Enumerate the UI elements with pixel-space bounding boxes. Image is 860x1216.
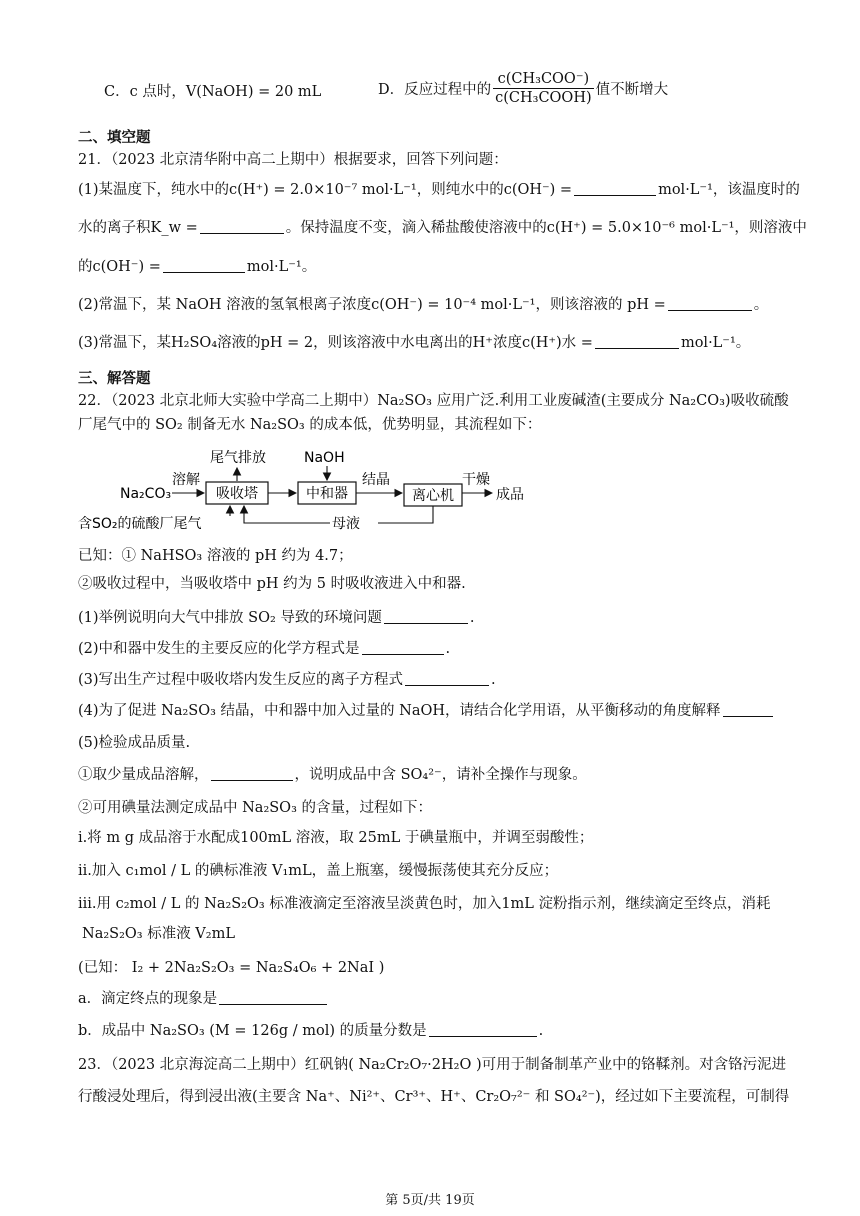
mother-liquor-return <box>378 506 433 523</box>
answer-blank[interactable] <box>723 702 773 717</box>
q22-qb-tail: . <box>538 1023 544 1039</box>
answer-blank[interactable] <box>668 296 752 311</box>
q22-part1 <box>78 608 475 628</box>
q22-part2 <box>78 639 450 659</box>
q22-step-iii-cont: Na₂S₂O₃ 标准液 V₂mL <box>82 926 235 942</box>
q22-question-a <box>78 989 329 1009</box>
option-d-suffix: 值不断增大 <box>595 82 669 98</box>
q21-p1c-unit: mol·L⁻¹。 <box>246 259 317 275</box>
option-d-fraction <box>493 70 594 107</box>
q21-p1c-text: 的c(OH⁻) = <box>78 259 161 275</box>
q21-title: 21．（2023 北京清华附中高二上期中）根据要求，回答下列问题： <box>78 152 508 168</box>
q22-step-ii: ii.加入 c₁mol / L 的碘标准液 V₁mL，盖上瓶塞，缓慢振荡使其充分反应； <box>78 863 559 879</box>
section-heading-answer: 三、解答题 <box>78 370 151 387</box>
q22-p3-text: (3)写出生产过程中吸收塔内发生反应的离子方程式 <box>78 672 404 688</box>
q22-part4 <box>78 701 775 721</box>
q22-part5-1 <box>78 765 587 785</box>
so2-gas-label: 含SO₂的硫酸厂尾气 <box>78 516 202 532</box>
option-d-prefix: D．反应过程中的 <box>378 82 492 98</box>
q21-p1b-text: 水的离子积K_w = <box>78 220 198 236</box>
q22-part3 <box>78 670 496 690</box>
fraction-denominator: c(CH₃COOH) <box>495 90 592 106</box>
answer-blank[interactable] <box>219 990 327 1005</box>
absorber-label: 吸收塔 <box>216 486 258 502</box>
page-footer: 第 5页/共 19页 <box>385 1193 475 1208</box>
answer-blank[interactable] <box>211 766 293 781</box>
na2co3-label: Na₂CO₃ <box>120 486 172 502</box>
q22-p1-tail: . <box>469 610 475 626</box>
arrow-mother-liquor-to-absorber <box>244 506 330 523</box>
q23-line1: 23．（2023 北京海淀高二上期中）红矾钠( Na₂Cr₂O₇·2H₂O )可用于制备制革产业中的铬鞣剂。对含铬污泥进 <box>78 1057 787 1073</box>
q21-part3 <box>78 333 750 353</box>
q21-p2-text: (2)常温下，某 NaOH 溶液的氢氧根离子浓度c(OH⁻) = 10⁻⁴ mol·L⁻¹，则该溶液的 pH = <box>78 297 666 313</box>
q23-line2: 行酸浸处理后，得到浸出液(主要含 Na⁺、Ni²⁺、Cr³⁺、H⁺、Cr₂O₇²⁻ 和 SO₄²⁻)，经过如下主要流程，可制得 <box>78 1089 790 1105</box>
q22-step-i: i.将 m g 成品溶于水配成100mL 溶液，取 25mL 于碘量瓶中，并调至弱酸性； <box>78 830 594 846</box>
q22-given: (已知： I₂ + 2Na₂S₂O₃ = Na₂S₄O₆ + 2NaI ) <box>78 960 385 976</box>
fraction-numerator: c(CH₃COO⁻) <box>493 70 594 89</box>
q22-qb-text: b．成品中 Na₂SO₃ (M = 126g / mol) 的质量分数是 <box>78 1023 427 1039</box>
answer-blank[interactable] <box>405 671 489 686</box>
answer-blank[interactable] <box>595 334 679 349</box>
q22-known2: ②吸收过程中，当吸收塔中 pH 约为 5 时吸收液进入中和器. <box>78 576 466 592</box>
q22-question-b <box>78 1021 543 1041</box>
q21-part2 <box>78 295 768 315</box>
answer-blank[interactable] <box>384 609 468 624</box>
option-c: C．c 点时，V(NaOH) = 20 mL <box>104 84 322 100</box>
q22-p5-1a-text: ①取少量成品溶解， <box>78 767 209 783</box>
q22-step-iii: iii.用 c₂mol / L 的 Na₂S₂O₃ 标准液滴定至溶液呈淡黄色时，加入1mL 淀粉指示剂，继续滴定至终点，消耗 <box>78 896 771 912</box>
tail-gas-label: 尾气排放 <box>210 450 266 466</box>
q22-part5: (5)检验成品质量. <box>78 735 191 751</box>
product-label: 成品 <box>496 487 524 503</box>
q21-part1-line1 <box>78 180 800 200</box>
q22-p5-1b-text: ，说明成品中含 SO₄²⁻，请补全操作与现象。 <box>294 767 587 783</box>
q21-part1-line2 <box>78 218 807 238</box>
q22-p2-text: (2)中和器中发生的主要反应的化学方程式是 <box>78 641 360 657</box>
answer-blank[interactable] <box>200 219 284 234</box>
q22-p3-tail: . <box>491 672 496 688</box>
q22-qa-text: a．滴定终点的现象是 <box>78 991 218 1007</box>
q21-p3-unit: mol·L⁻¹。 <box>680 335 751 351</box>
q21-part1-line3 <box>78 257 316 277</box>
q22-part5-2: ②可用碘量法测定成品中 Na₂SO₃ 的含量，过程如下： <box>78 800 432 816</box>
answer-blank[interactable] <box>574 181 656 196</box>
crystallize-label: 结晶 <box>362 472 390 488</box>
q21-p1b-tail: 。保持温度不变，滴入稀盐酸使溶液中的c(H⁺) = 5.0×10⁻⁶ mol·L⁻¹，则溶液中 <box>285 220 807 236</box>
q22-title-line1: 22．（2023 北京北师大实验中学高二上期中）Na₂SO₃ 应用广泛.利用工业废碱渣(主要成分 Na₂CO₃)吸收硫酸 <box>78 393 789 409</box>
q22-known1: 已知：① NaHSO₃ 溶液的 pH 约为 4.7； <box>78 548 353 564</box>
q21-p1a-unit: mol·L⁻¹，该温度时的 <box>658 182 800 198</box>
neutralizer-label: 中和器 <box>306 486 348 502</box>
q21-p1a-text: (1)某温度下，纯水中的c(H⁺) = 2.0×10⁻⁷ mol·L⁻¹，则纯水中的c(OH⁻) = <box>78 182 573 198</box>
section-heading-fill-in: 二、填空题 <box>78 129 151 146</box>
dissolve-label: 溶解 <box>172 472 200 488</box>
process-flow-diagram <box>78 444 548 536</box>
q21-p2-tail: 。 <box>753 297 769 313</box>
answer-blank[interactable] <box>362 640 444 655</box>
naoh-label: NaOH <box>304 450 345 466</box>
dry-label: 干燥 <box>462 472 490 488</box>
option-d <box>378 70 668 107</box>
answer-blank[interactable] <box>163 258 245 273</box>
q22-p4-text: (4)为了促进 Na₂SO₃ 结晶，中和器中加入过量的 NaOH，请结合化学用语，从平衡移动的角度解释 <box>78 703 721 719</box>
q21-p3-text: (3)常温下，某H₂SO₄溶液的pH = 2，则该溶液中水电离出的H⁺浓度c(H⁺)水 = <box>78 335 593 351</box>
q22-title-line2: 厂尾气中的 SO₂ 制备无水 Na₂SO₃ 的成本低，优势明显，其流程如下： <box>78 417 542 433</box>
q22-p2-tail: . <box>445 641 451 657</box>
answer-blank[interactable] <box>429 1022 537 1037</box>
mother-liquor-label: 母液 <box>332 516 360 532</box>
q22-p1-text: (1)举例说明向大气中排放 SO₂ 导致的环境问题 <box>78 610 382 626</box>
centrifuge-label: 离心机 <box>412 488 454 504</box>
